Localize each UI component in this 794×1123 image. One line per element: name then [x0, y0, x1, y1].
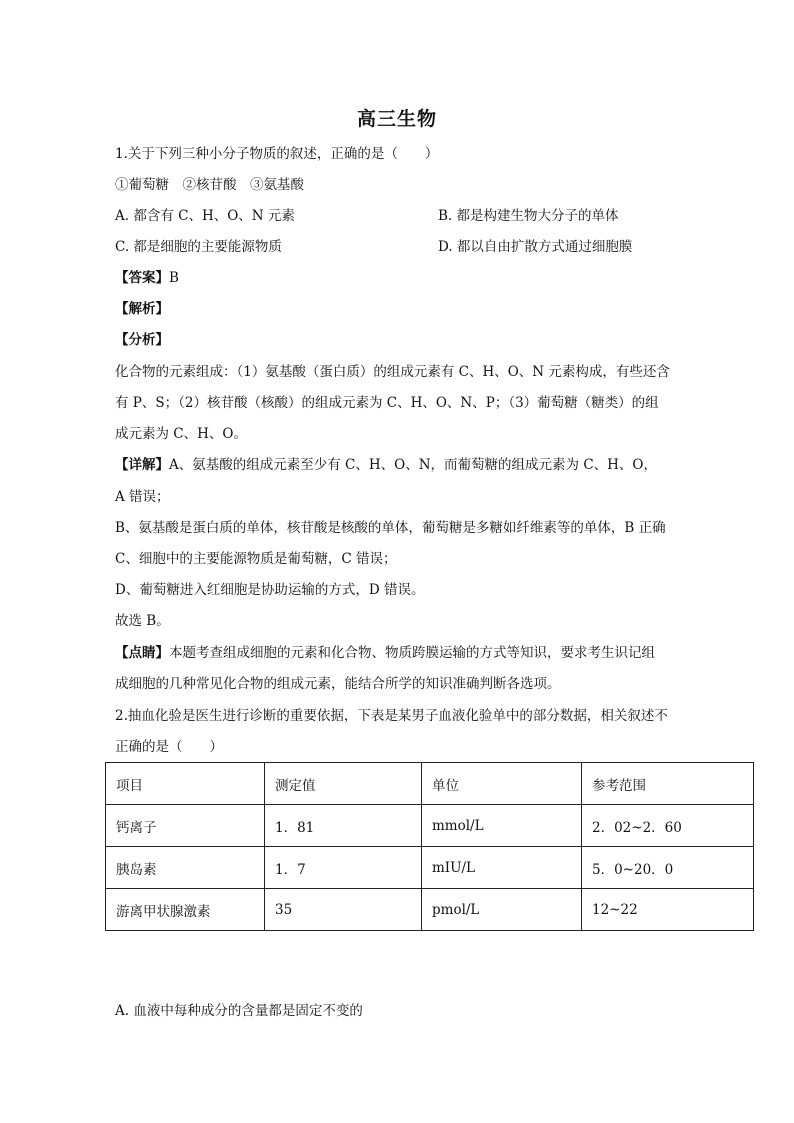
- page-title: 高三生物: [356, 108, 437, 130]
- q2-stem: 2.抽血化验是医生进行诊断的重要依据，下表是某男子血液化验单中的部分数据，相关叙述不: [115, 708, 668, 724]
- detail-line: D、葡萄糖进入红细胞是协助运输的方式，D 错误。: [115, 582, 425, 598]
- q2-stem-cont: 正确的是（ ）: [115, 739, 223, 755]
- table-cell: 1．7: [265, 847, 422, 889]
- detail-line: C、细胞中的主要能源物质是葡萄糖，C 错误；: [115, 551, 397, 567]
- detail-line: B、氨基酸是蛋白质的单体，核苷酸是核酸的单体，葡萄糖是多糖如纤维素等的单体，B 正确: [115, 520, 666, 536]
- detail-label: 【详解】: [115, 457, 169, 473]
- table-header-cell: 参考范围: [582, 763, 754, 805]
- table-cell: 游离甲状腺激素: [106, 889, 265, 931]
- fenxi-label: 【分析】: [115, 332, 169, 348]
- q1-option-b: B. 都是构建生物大分子的单体: [438, 208, 619, 224]
- answer-value: B: [169, 270, 179, 286]
- table-cell: 5．0~20．0: [582, 847, 754, 889]
- comment-label: 【点睛】: [115, 645, 169, 661]
- table-cell: 钙离子: [106, 805, 265, 847]
- fenxi-line: 有 P、S；（2）核苷酸（核酸）的组成元素为 C、H、O、N、P；（3）葡萄糖（糖类）的组: [115, 395, 659, 411]
- comment-line: 成细胞的几种常见化合物的组成元素，能结合所学的知识准确判断各选项。: [115, 676, 561, 692]
- answer-label: 【答案】: [115, 270, 169, 286]
- q1-stem: 1.关于下列三种小分子物质的叙述，正确的是（ ）: [115, 146, 439, 162]
- table-cell: pmol/L: [422, 889, 582, 931]
- q1-option-c: C. 都是细胞的主要能源物质: [115, 239, 282, 255]
- table-cell: 12~22: [582, 889, 754, 931]
- detail-text: A、氨基酸的组成元素至少有 C、H、O、N，而葡萄糖的组成元素为 C、H、O，: [169, 457, 657, 473]
- fenxi-line: 成元素为 C、H、O。: [115, 426, 247, 442]
- table-cell: 35: [265, 889, 422, 931]
- table-header-row: [106, 763, 754, 805]
- table-cell: 1．81: [265, 805, 422, 847]
- table-row: [106, 847, 754, 889]
- q1-items: ①葡萄糖 ②核苷酸 ③氨基酸: [115, 177, 304, 193]
- table-cell: mIU/L: [422, 847, 582, 889]
- q2-option-a: A. 血液中每种成分的含量都是固定不变的: [115, 1003, 363, 1019]
- table-header-cell: 单位: [422, 763, 582, 805]
- fenxi-line: 化合物的元素组成：（1）氨基酸（蛋白质）的组成元素有 C、H、O、N 元素构成，有些还含: [115, 364, 670, 380]
- lab-results-table: [105, 762, 754, 931]
- detail-first-line: [115, 455, 755, 475]
- table-cell: 2．02~2．60: [582, 805, 754, 847]
- table-row: [106, 805, 754, 847]
- table-header-cell: 测定值: [265, 763, 422, 805]
- detail-line: 故选 B。: [115, 613, 170, 629]
- q1-option-d: D. 都以自由扩散方式通过细胞膜: [438, 239, 633, 255]
- table-cell: 胰岛素: [106, 847, 265, 889]
- comment-first-line: [115, 643, 755, 663]
- table-header-cell: 项目: [106, 763, 265, 805]
- comment-text: 本题考查组成细胞的元素和化合物、物质跨膜运输的方式等知识，要求考生识记组: [169, 645, 655, 661]
- table-row: [106, 889, 754, 931]
- detail-line: A 错误；: [115, 489, 170, 505]
- q1-option-a: A. 都含有 C、H、O、N 元素: [115, 208, 295, 224]
- q1-answer: [115, 268, 755, 288]
- analysis-label: 【解析】: [115, 301, 169, 317]
- table-cell: mmol/L: [422, 805, 582, 847]
